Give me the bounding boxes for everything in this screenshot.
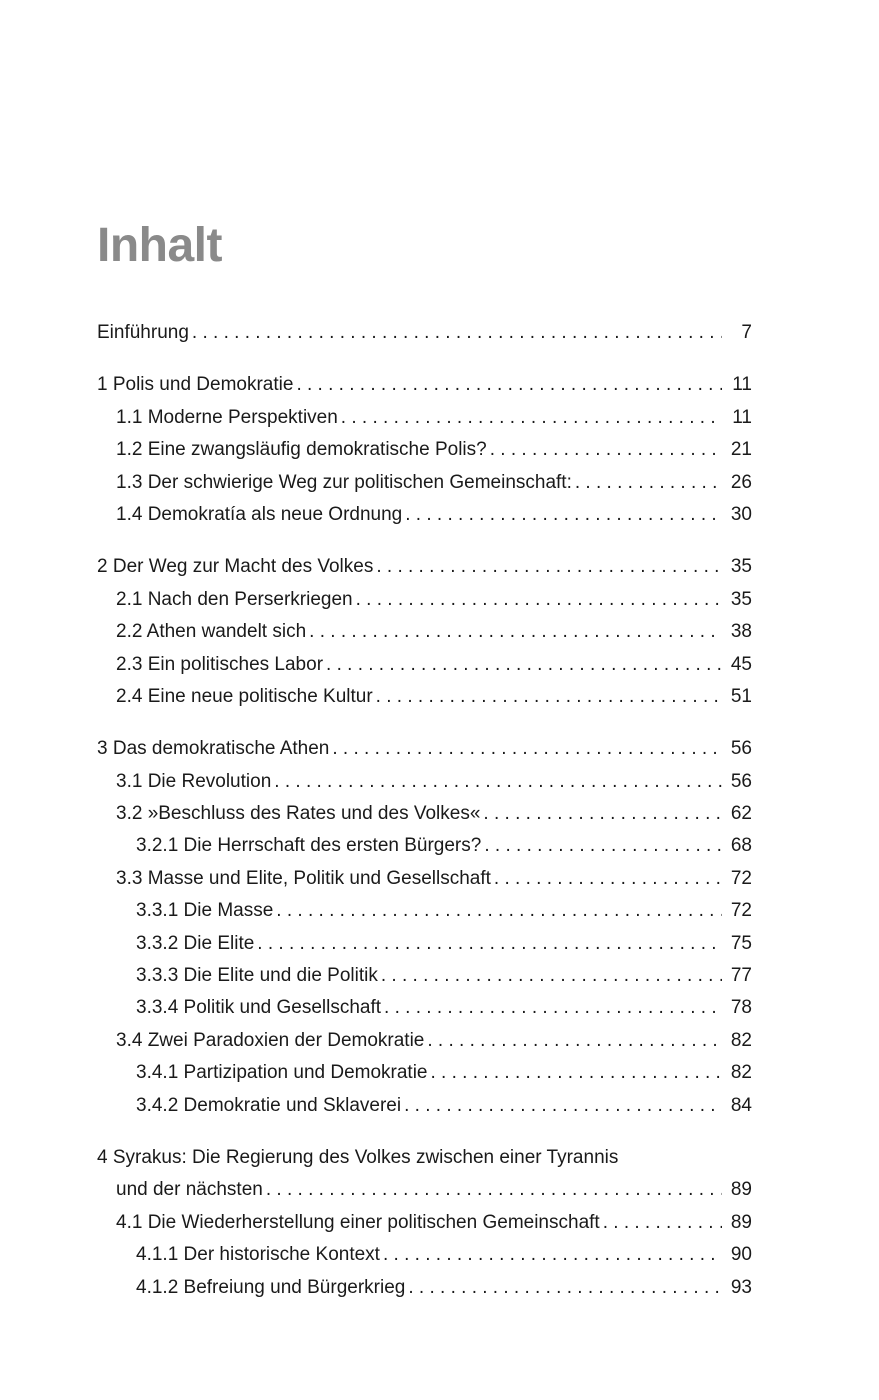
toc-entry-page: 72: [730, 867, 752, 889]
toc-entry-page: 72: [730, 900, 752, 922]
toc-entry-label: 2 Der Weg zur Macht des Volkes: [97, 556, 374, 578]
toc-entry[interactable]: [97, 830, 752, 862]
toc-group: [97, 1142, 752, 1304]
toc-group: [97, 733, 752, 1122]
toc-group: [97, 369, 752, 531]
leader-dots: [484, 830, 722, 862]
toc-entry[interactable]: [97, 616, 752, 648]
toc-entry-label: 2.1 Nach den Perserkriegen: [116, 588, 353, 610]
leader-dots: [356, 584, 722, 616]
toc-entry[interactable]: [97, 992, 752, 1024]
toc-entry-continuation[interactable]: [97, 1174, 752, 1206]
toc-entry-label: 3.3.3 Die Elite und die Politik: [136, 965, 378, 987]
leader-dots: [332, 733, 722, 765]
toc-entry-label: 3.3.2 Die Elite: [136, 932, 255, 954]
leader-dots: [326, 649, 722, 681]
leader-dots: [266, 1174, 722, 1206]
toc-entry-label: 3.3.4 Politik und Gesellschaft: [136, 997, 382, 1019]
toc-entry-label: 1.1 Moderne Perspektiven: [116, 406, 338, 428]
toc-group: [97, 551, 752, 713]
toc-entry[interactable]: [97, 584, 752, 616]
leader-dots: [192, 317, 722, 349]
toc-entry-label: 1.3 Der schwierige Weg zur politischen Gemeinschaft:: [116, 471, 572, 493]
toc-entry-label: 3.2.1 Die Herrschaft des ersten Bürgers?: [136, 835, 482, 857]
toc-entry[interactable]: [97, 1207, 752, 1239]
toc-entry[interactable]: [97, 798, 752, 830]
toc-group: [97, 317, 752, 349]
leader-dots: [404, 1090, 722, 1122]
page-title: Inhalt: [97, 219, 222, 272]
toc-entry-page: 38: [730, 621, 752, 643]
leader-dots: [309, 616, 722, 648]
leader-dots: [490, 434, 722, 466]
toc-entry[interactable]: [97, 551, 752, 583]
toc-entry-label: 4 Syrakus: Die Regierung des Volkes zwischen einer Tyrannis: [97, 1146, 619, 1168]
toc-entry-label: Einführung: [97, 322, 189, 343]
leader-dots: [427, 1025, 722, 1057]
toc-entry-page: 21: [730, 439, 752, 461]
leader-dots: [257, 928, 722, 960]
toc-entry-label: 1.2 Eine zwangsläufig demokratische Polis?: [116, 439, 487, 461]
leader-dots: [483, 798, 722, 830]
leader-dots: [431, 1057, 723, 1089]
toc-entry-page: 35: [730, 588, 752, 610]
toc-entry-label-continued: und der nächsten: [116, 1179, 263, 1201]
toc-entry-page: 11: [732, 406, 752, 428]
toc-entry-page: 56: [730, 738, 752, 760]
toc-entry-label: 3.2 »Beschluss des Rates und des Volkes«: [116, 803, 481, 825]
toc-entry[interactable]: [97, 649, 752, 681]
toc-entry-page: 26: [730, 471, 752, 493]
toc-entry-label: 2.4 Eine neue politische Kultur: [116, 685, 373, 707]
table-of-contents: [97, 317, 752, 1324]
toc-entry-page: 89: [730, 1211, 752, 1233]
leader-dots: [376, 551, 722, 583]
toc-entry-page: 68: [730, 835, 752, 857]
toc-entry-label: 3.4.2 Demokratie und Sklaverei: [136, 1094, 402, 1116]
toc-entry[interactable]: [97, 1239, 752, 1271]
toc-entry[interactable]: [97, 1057, 752, 1089]
toc-entry[interactable]: [97, 434, 752, 466]
toc-entry-page: 7: [741, 322, 752, 343]
toc-entry-page: 62: [730, 803, 752, 825]
toc-entry-label: 4.1.2 Befreiung und Bürgerkrieg: [136, 1276, 406, 1298]
leader-dots: [405, 499, 722, 531]
toc-entry-page: 35: [730, 556, 752, 578]
leader-dots: [494, 863, 722, 895]
toc-entry-label: 3.3.1 Die Masse: [136, 900, 274, 922]
toc-entry-label: 3.4.1 Partizipation und Demokratie: [136, 1062, 428, 1084]
toc-entry-page: 75: [730, 932, 752, 954]
toc-entry-page: 89: [730, 1179, 752, 1201]
toc-entry[interactable]: [97, 928, 752, 960]
toc-entry-label: 4.1 Die Wiederherstellung einer politischen Gemeinschaft: [116, 1211, 600, 1233]
toc-entry-page: 45: [730, 653, 752, 675]
leader-dots: [341, 402, 722, 434]
toc-entry[interactable]: [97, 1025, 752, 1057]
toc-entry[interactable]: [97, 1272, 752, 1304]
toc-entry-label: 4.1.1 Der historische Kontext: [136, 1244, 380, 1266]
toc-entry-page: 78: [730, 997, 752, 1019]
leader-dots: [274, 766, 722, 798]
toc-entry[interactable]: [97, 317, 752, 349]
leader-dots: [381, 960, 722, 992]
toc-entry[interactable]: [97, 766, 752, 798]
toc-entry-page: 82: [730, 1029, 752, 1051]
leader-dots: [603, 1207, 722, 1239]
toc-entry-page: 77: [730, 965, 752, 987]
leader-dots: [384, 992, 722, 1024]
toc-entry-page: 90: [730, 1244, 752, 1266]
toc-entry[interactable]: [97, 499, 752, 531]
toc-entry-page: 30: [730, 503, 752, 525]
toc-entry-label: 3.4 Zwei Paradoxien der Demokratie: [116, 1029, 425, 1051]
toc-entry-label: 3.3 Masse und Elite, Politik und Gesellschaft: [116, 867, 491, 889]
toc-entry-page: 93: [730, 1276, 752, 1298]
leader-dots: [408, 1272, 722, 1304]
toc-entry-first-line[interactable]: [97, 1142, 752, 1174]
toc-entry-page: 11: [732, 374, 752, 396]
toc-entry-label: 2.3 Ein politisches Labor: [116, 653, 324, 675]
toc-entry-page: 51: [730, 685, 752, 707]
toc-entry-label: 1 Polis und Demokratie: [97, 374, 294, 396]
toc-entry[interactable]: [97, 402, 752, 434]
toc-entry-label: 3 Das demokratische Athen: [97, 738, 330, 760]
toc-entry[interactable]: [97, 863, 752, 895]
toc-entry-page: 84: [730, 1094, 752, 1116]
leader-dots: [383, 1239, 722, 1271]
toc-entry[interactable]: [97, 733, 752, 765]
leader-dots: [376, 681, 722, 713]
toc-entry-page: 56: [730, 770, 752, 792]
toc-entry[interactable]: [97, 895, 752, 927]
toc-entry[interactable]: [97, 467, 752, 499]
leader-dots: [276, 895, 722, 927]
toc-entry[interactable]: [97, 681, 752, 713]
toc-entry-label: 3.1 Die Revolution: [116, 770, 272, 792]
toc-entry-label: 1.4 Demokratía als neue Ordnung: [116, 503, 403, 525]
toc-entry[interactable]: [97, 960, 752, 992]
toc-entry[interactable]: [97, 1090, 752, 1122]
toc-entry[interactable]: [97, 369, 752, 401]
leader-dots: [296, 369, 722, 401]
leader-dots: [575, 467, 722, 499]
toc-entry-label: 2.2 Athen wandelt sich: [116, 621, 307, 643]
toc-entry-page: 82: [730, 1062, 752, 1084]
